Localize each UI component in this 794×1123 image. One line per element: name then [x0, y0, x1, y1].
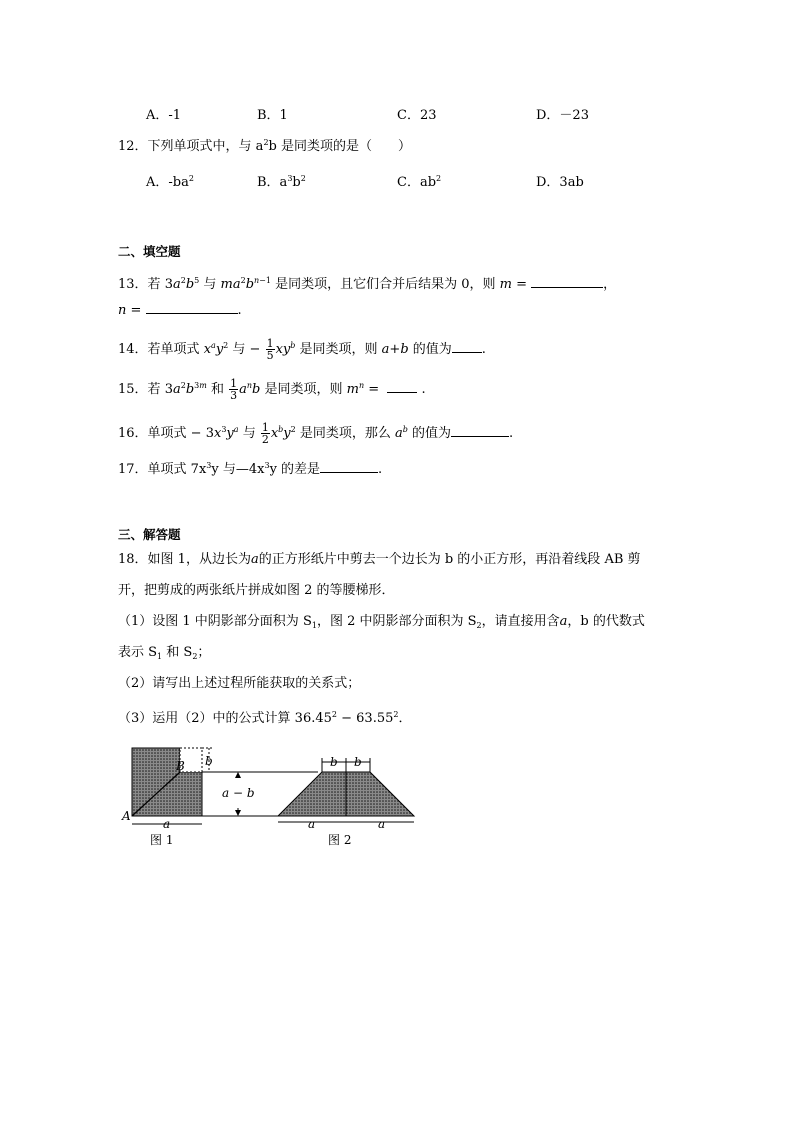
q18-part1-line2: 表示 $S_1$ 和 $S_2$；: [118, 645, 211, 661]
q15-stem: 15．若 $3a^2b^{3m}$ 和 $\frac{1}{3}$ $a^nb$ 是同类项，则 $m^n$ = .: [118, 377, 426, 402]
q17-stem: 17．单项式 $7x^3y$ 与$—4x^3y$ 的差是 .: [118, 461, 383, 477]
q15-answer-blank[interactable]: [387, 380, 417, 393]
q18-part3: （3）运用（2）中的公式计算 $36.45^2 - 63.55^2$．: [118, 710, 412, 726]
q16-stem: 16．单项式 − $3x^3y^a$ 与 $\frac{1}{2}$ $x^by^2$ 是同类项，那么 $a^b$ 的值为 .: [118, 421, 514, 446]
q18-figure: [118, 740, 428, 848]
q16-answer-blank[interactable]: [451, 424, 509, 437]
q18-part1-line1: （1）设图 1 中阴影部分面积为 $S_1$，图 2 中阴影部分面积为 $S_2$，请直接用含a，b 的代数式: [118, 614, 645, 630]
q11-option-d: D．－23: [536, 108, 589, 123]
q18-line1: 18．如图 1，从边长为a的正方形纸片中剪去一个边长为 b 的小正方形，再沿着线段 AB 剪: [118, 552, 641, 567]
q14-stem: 14．若单项式 $x^ay^2$ 与 − $\frac{1}{5}$ $xy^b$ 是同类项，则 a+b 的值为 .: [118, 337, 486, 362]
q15-fraction: $\frac{1}{3}$: [230, 377, 238, 402]
figure-1: [121, 748, 318, 847]
fig2-label-a-right: a: [378, 817, 386, 831]
q12-option-b: B．$a^3b^2$: [257, 174, 306, 190]
fig2-caption: 图 2: [328, 833, 352, 847]
q14-fraction: $\frac{1}{5}$: [266, 337, 274, 362]
fig1-label-A: A: [122, 809, 131, 823]
q13-n-blank[interactable]: [146, 301, 238, 314]
q17-answer-blank[interactable]: [320, 460, 378, 473]
q18-line2: 开，把剪成的两张纸片拼成如图 2 的等腰梯形．: [118, 583, 395, 598]
fig1-label-B: B: [176, 759, 185, 773]
fig1-label-a: a: [163, 817, 171, 831]
fig1-label-b: b: [205, 754, 213, 768]
q14-answer-blank[interactable]: [452, 340, 482, 353]
q13-line2: n = .: [118, 303, 242, 318]
q18-part2: （2）请写出上述过程所能获取的关系式；: [118, 676, 361, 691]
fig2-label-b-left: b: [330, 755, 338, 769]
q11-option-c: C．23: [397, 108, 437, 123]
q12-option-c: C．$ab^2$: [397, 174, 442, 190]
fig2-label-b-right: b: [354, 755, 362, 769]
fig1-caption: 图 1: [150, 833, 174, 847]
q12-option-a: A．$-ba^2$: [146, 174, 194, 190]
section-solve-title: 三、解答题: [118, 527, 181, 542]
q11-option-b: B．1: [257, 108, 288, 123]
fig1-label-amb: a − b: [222, 786, 255, 800]
q12-option-d: D．3ab: [536, 175, 584, 190]
q13-m-blank[interactable]: [531, 275, 603, 288]
q11-option-a: A．-1: [146, 108, 182, 123]
fig2-label-a-left: a: [308, 817, 316, 831]
q16-fraction: $\frac{1}{2}$: [261, 421, 269, 446]
section-fill-in-title: 二、填空题: [118, 244, 181, 259]
q13-line1: 13．若 $3a^2b^5$ 与 $ma^2b^{n-1}$ 是同类项，且它们合并后结果为 0，则 m = ，: [118, 276, 617, 292]
q12-stem: 12．下列单项式中，与 $a^2b$ 是同类项的是（ ）: [118, 138, 411, 154]
figure-2: [278, 755, 414, 847]
